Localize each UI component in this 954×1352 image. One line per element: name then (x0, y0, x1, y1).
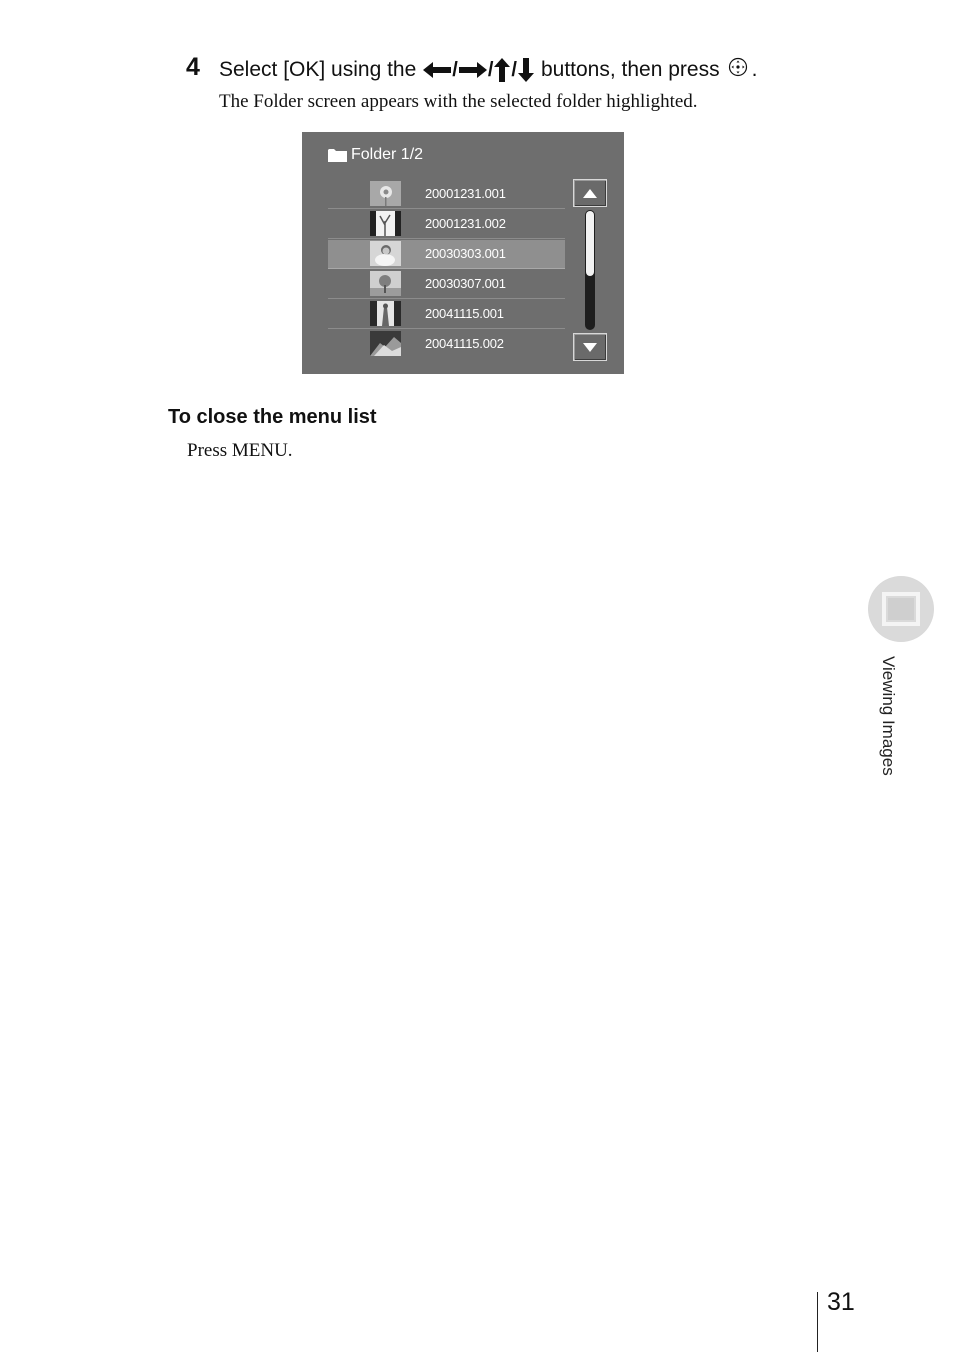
folder-title-text: Folder 1/2 (351, 146, 424, 163)
folder-row[interactable] (328, 330, 565, 359)
folder-name: 20001231.002 (425, 216, 506, 231)
step-number: 4 (186, 53, 200, 81)
folder-thumbnail (370, 331, 401, 356)
folder-name: 20001231.001 (425, 186, 506, 201)
step-description: The Folder screen appears with the selected folder highlighted. (219, 91, 698, 112)
triangle-down-icon (583, 343, 597, 352)
chapter-tab (878, 656, 908, 796)
direction-buttons-group (423, 58, 534, 82)
arrow-right-icon (459, 61, 487, 79)
folder-name: 20030307.001 (425, 276, 506, 291)
scroll-down-button[interactable] (573, 333, 607, 361)
folder-thumbnail (370, 271, 401, 296)
arrow-separator: / (487, 58, 494, 81)
chapter-tab-label: Viewing Images (879, 656, 898, 776)
folder-thumbnail (370, 211, 401, 236)
triangle-up-icon (583, 189, 597, 198)
instruction-period: . (751, 58, 758, 81)
folder-name: 20041115.002 (425, 336, 504, 351)
enter-button-icon (728, 57, 748, 83)
scrollbar-track[interactable] (585, 210, 595, 330)
folder-row[interactable] (328, 300, 565, 329)
section-body: Press MENU. (187, 440, 293, 461)
chapter-tab-icon (868, 576, 934, 642)
page-number: 31 (827, 1288, 855, 1316)
folder-screen (302, 132, 624, 374)
folder-row[interactable] (328, 180, 565, 209)
folder-thumbnail (370, 241, 401, 266)
arrow-separator: / (452, 58, 458, 81)
instruction-pre-text: Select [OK] using the (219, 58, 417, 81)
folder-row[interactable] (328, 210, 565, 239)
folder-row-selected[interactable] (328, 240, 565, 269)
folder-name: 20030303.001 (425, 246, 506, 261)
folder-name: 20041115.001 (425, 306, 504, 321)
scroll-up-button[interactable] (573, 179, 607, 207)
instruction-post-text: buttons, then press (540, 58, 720, 81)
folder-thumbnail (370, 301, 401, 326)
scrollbar-thumb[interactable] (586, 211, 594, 276)
folder-screen-title (328, 146, 423, 164)
section-heading: To close the menu list (168, 406, 377, 428)
folder-icon (328, 148, 347, 162)
page-number-rule (817, 1292, 818, 1352)
arrow-left-icon (423, 61, 451, 79)
folder-row[interactable] (328, 270, 565, 299)
folder-thumbnail (370, 181, 401, 206)
step-instruction (219, 57, 757, 83)
arrow-down-icon (518, 58, 534, 82)
arrow-up-icon (494, 58, 510, 82)
arrow-separator: / (511, 58, 517, 81)
picture-frame-icon (868, 576, 934, 642)
